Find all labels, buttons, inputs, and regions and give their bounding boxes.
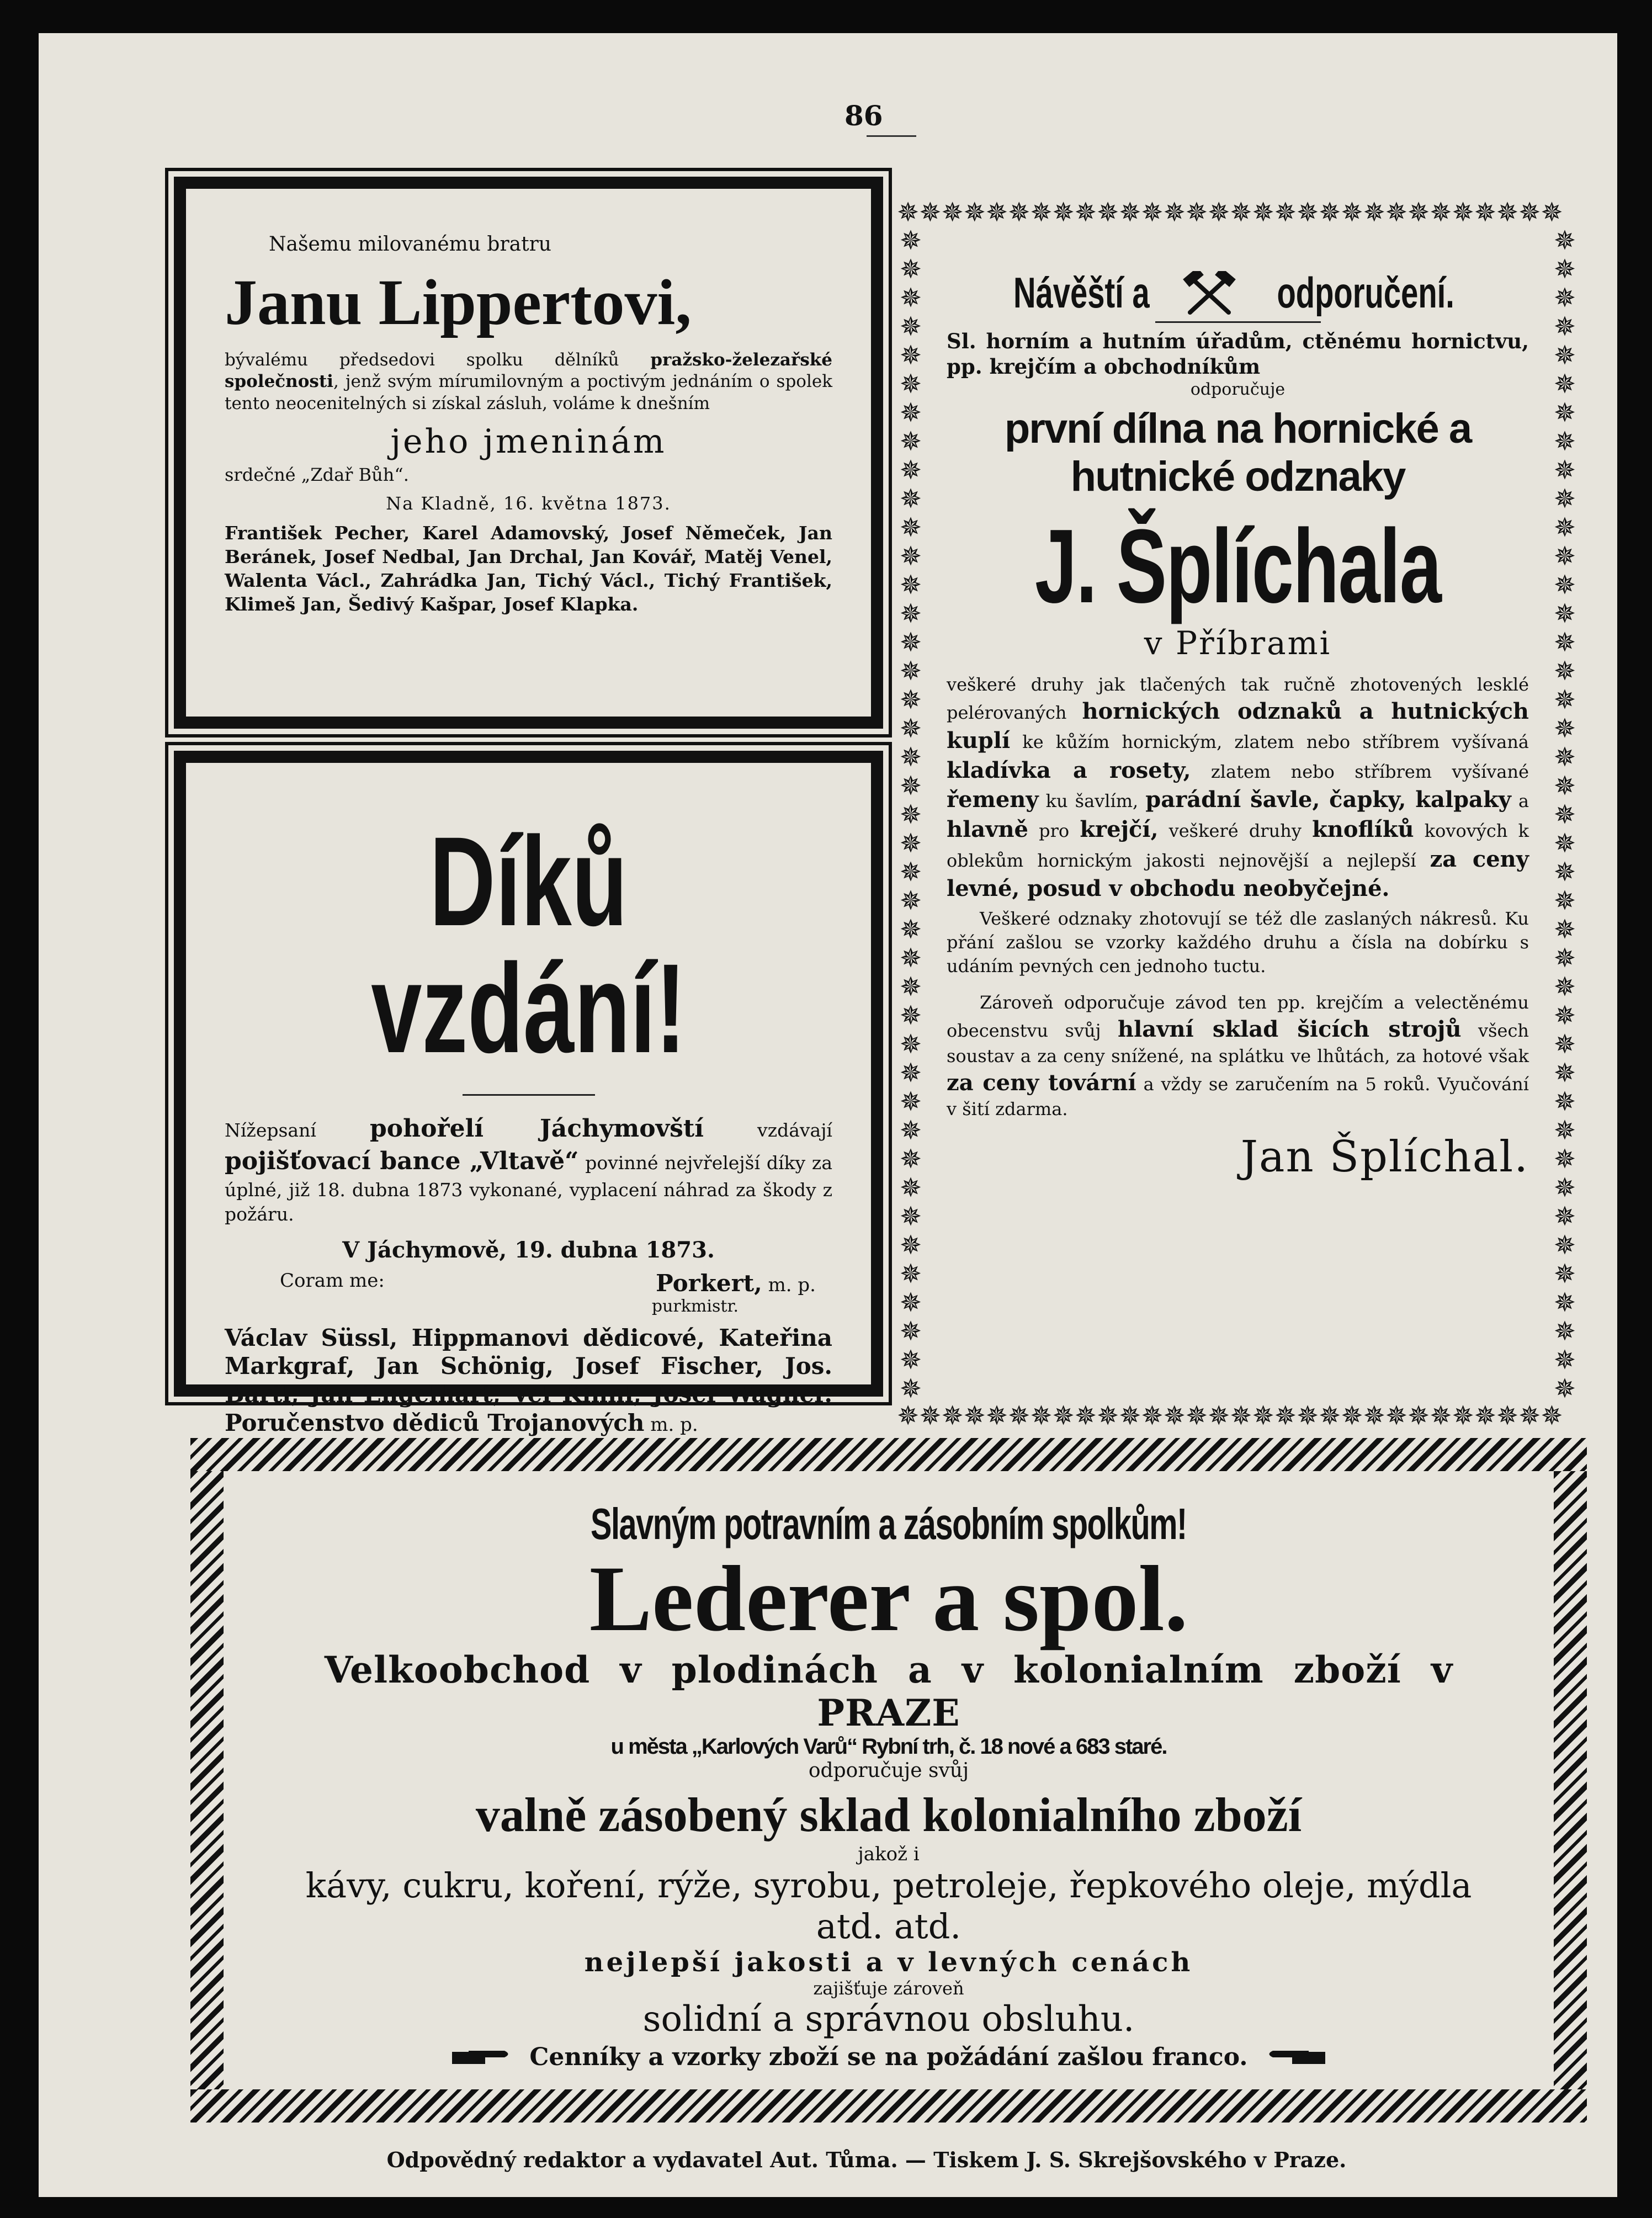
- page-number: 86: [844, 99, 883, 132]
- sewing-c: všech soustav a za ceny snížené, na splátku ve lhůtách, za hotové však: [947, 1020, 1529, 1066]
- braid-border-top: [190, 1438, 1587, 1471]
- place-date: Na Kladně, 16. května 1873.: [386, 492, 671, 514]
- products-b5: zlatem nebo stříbrem vyšívané: [1191, 761, 1529, 782]
- thanks-signatories: [225, 1324, 832, 1437]
- coram-label: Coram me:: [280, 1269, 385, 1292]
- sewing-e: a vždy se zaručením na 5 roků. Vyučování v šití zdarma.: [947, 1073, 1529, 1120]
- thanks-date: V Jáchymově, 19. dubna 1873.: [342, 1237, 715, 1263]
- ad-address: [268, 1499, 1510, 1550]
- signatories: František Pecher, Karel Adamovský, Josef Němeček, Jan Beránek, Josef Nedbal, Jan Drchal, Jan Kovář, Matěj Venel, Walenta Václ., Zahrádka Jan, Tichý Václ., Tichý František, Klimeš Jan, Šedivý Kašpar, Josef Klapka.: [225, 522, 832, 615]
- heading-left: Návěští a: [1013, 268, 1150, 317]
- braid-border-right: [1554, 1471, 1587, 2089]
- notice-text-c: , jenž svým mírumilovným a poctivým jednáním o spolek tento neocenitelných si získal zásluh, voláme k dnešním: [225, 372, 832, 413]
- heading-right: odporučení.: [1277, 268, 1454, 317]
- sewing-b: hlavní sklad šicích strojů: [1118, 1016, 1462, 1043]
- firm-name: [947, 508, 1529, 625]
- star-border-top: ✵✵✵✵✵✵✵✵✵✵✵✵✵✵✵✵✵✵✵✵✵✵✵✵✵✵✵✵✵✵: [897, 199, 1563, 226]
- separator: [463, 1094, 595, 1096]
- products-b8: parádní šavle, čapky, kalpaky: [1145, 787, 1511, 813]
- products-b2: hornických odznaků a hutnických kuplí: [947, 698, 1529, 754]
- workshop-line: první dílna na hornické a hutnické odznaky: [1004, 405, 1472, 500]
- products-b14: knoflíků: [1312, 816, 1414, 843]
- ad-heading: [947, 268, 1529, 318]
- products-b11: pro: [1028, 820, 1080, 842]
- coram-line: [225, 1270, 832, 1297]
- recommends-line: odporučuje svůj: [808, 1759, 969, 1782]
- thanks-title-text: Díků vzdání!: [371, 810, 686, 1079]
- lederer-ad: [190, 1438, 1587, 2123]
- addressees: Sl. horním a hutním úřadům, ctěnému hornictvu, pp. krejčím a obchodníkům: [947, 329, 1529, 379]
- thanks-t2: pohořelí Jáchymovští: [370, 1115, 704, 1143]
- newspaper-page: [39, 33, 1617, 2197]
- firm-city: v Příbrami: [1144, 624, 1332, 662]
- pointing-hand-left-icon: [1265, 2046, 1325, 2068]
- thanks-t5: povinné nejvřelejší díky za úplné, již 18. dubna 1873 vykonané, vyplacení náhrad za škody z požáru.: [225, 1152, 832, 1225]
- products-b15: kovových k oblekům hornickým jakosti nejnovější a nejlepší: [947, 820, 1529, 871]
- products-b16: za ceny levné, posud v obchodu neobyčejné.: [947, 846, 1529, 902]
- lippert-notice: [174, 177, 883, 729]
- salutation: Našemu milovanému bratru: [269, 233, 551, 256]
- sewing-text: [947, 991, 1529, 1121]
- thanks-notice: [174, 751, 883, 1436]
- crossed-hammers-icon: [1182, 271, 1237, 315]
- goods-list: kávy, cukru, koření, rýže, syrobu, petroleje, řepkového oleje, mýdla atd. atd.: [305, 1865, 1472, 1946]
- braid-border-bottom: [190, 2089, 1587, 2123]
- thanks-title: [225, 810, 832, 1079]
- greeting: srdečné „Zdař Bůh“.: [225, 464, 409, 485]
- products-b4: kladívka a rosety,: [947, 757, 1191, 783]
- thanks-t1: Nížepsaní: [225, 1119, 370, 1141]
- pricelist-line: [268, 2043, 1510, 2071]
- mayor-mp: m. p.: [768, 1274, 816, 1296]
- thanks-signatories-mp: m. p.: [644, 1413, 698, 1436]
- recommends: odporučuje: [1190, 379, 1286, 399]
- signature: Jan Šplíchal.: [1240, 1132, 1529, 1182]
- notice-text-a: bývalému předsedovi spolku dělníků: [225, 349, 651, 370]
- star-border-right: ✵✵✵✵✵✵✵✵✵✵✵✵✵✵✵✵✵✵✵✵✵✵✵✵✵✵✵✵✵✵✵✵✵✵✵✵✵✵✵✵✵: [1553, 226, 1576, 1402]
- notice-text: [225, 349, 832, 415]
- products-b6: řemeny: [947, 787, 1039, 813]
- society-name: pražsko-železařské společnosti: [225, 349, 832, 392]
- products-b1: veškeré druhy jak tlačených tak ručně zhotovených lesklé pelérovaných: [947, 673, 1529, 723]
- nameday-line: jeho jmeninám: [390, 422, 667, 461]
- thanks-t3: vzdávají: [703, 1119, 832, 1141]
- pricelist-text: Cenníky a vzorky zboží se na požádání zašlou franco.: [529, 2043, 1248, 2072]
- products-b13: veškeré druhy: [1158, 820, 1313, 842]
- firm-name-text: J. Šplíchala: [1034, 508, 1441, 625]
- products-b9: a: [1511, 790, 1529, 812]
- splichal-ad: [897, 199, 1579, 1430]
- business-line: Velkoobchod v plodinách a v kolonialním zboží v PRAZE: [324, 1648, 1453, 1734]
- insurance-bank: pojišťovací bance „Vltavě“: [225, 1147, 579, 1176]
- street-address: u města „Karlových Varů“ Rybní trh, č. 18 nové a 683 staré.: [610, 1734, 1167, 1759]
- ensures-line: zajišťuje zároveň: [813, 1978, 964, 1999]
- quality-line: nejlepší jakosti a v levných cenách: [584, 1947, 1193, 1978]
- thanks-text: [225, 1112, 832, 1227]
- products-b10: hlavně: [947, 816, 1028, 843]
- heading-rule: [1155, 321, 1321, 323]
- store-line: valně zásobený sklad kolonialního zboží: [475, 1788, 1302, 1842]
- star-border-bottom: ✵✵✵✵✵✵✵✵✵✵✵✵✵✵✵✵✵✵✵✵✵✵✵✵✵✵✵✵✵✵: [897, 1402, 1563, 1430]
- products-text: [947, 673, 1529, 904]
- imprint-footer: Odpovědný redaktor a vydavatel Aut. Tůma. — Tiskem J. S. Skrejšovského v Praze.: [386, 2147, 1347, 2172]
- sewing-a: Zároveň odporučuje závod ten pp. krejčím a velectěnému obecenstvu svůj: [947, 992, 1529, 1042]
- braid-border-left: [190, 1471, 224, 2089]
- products-b7: ku šavlím,: [1038, 790, 1146, 812]
- pointing-hand-right-icon: [452, 2046, 513, 2068]
- mayor-name: Porkert,: [656, 1269, 762, 1297]
- samples-text: Veškeré odznaky zhotovují se též dle zaslaných nákresů. Ku přání zašlou se vzorky každého druhu a čísla na dobírku s udáním pevných cen jednoho tuctu.: [947, 908, 1529, 977]
- page-number-rule: [867, 135, 916, 137]
- as-well-as: jakož i: [858, 1843, 920, 1865]
- service-line: solidní a správnou obsluhu.: [642, 1999, 1135, 2040]
- star-border-left: ✵✵✵✵✵✵✵✵✵✵✵✵✵✵✵✵✵✵✵✵✵✵✵✵✵✵✵✵✵✵✵✵✵✵✵✵✵✵✵✵✵: [899, 226, 922, 1402]
- mayor-title: purkmistr.: [651, 1296, 739, 1316]
- honoree-name: Janu Lippertovi,: [225, 266, 692, 338]
- sewing-d: za ceny tovární: [947, 1069, 1136, 1096]
- ad-address-text: Slavným potravním a zásobním spolkům!: [591, 1499, 1187, 1548]
- company-name: Lederer a spol.: [589, 1547, 1188, 1651]
- products-b3: ke kůžím hornickým, zlatem nebo stříbrem vyšívaná: [1010, 731, 1529, 753]
- thanks-signatories-text: Václav Süssl, Hippmanovi dědicové, Kateřina Markgraf, Jan Schönig, Josef Fischer, Jos. Bartl, Jan Engelhart, Vel Kinnl, Josef Wagner. Poručenstvo dědiců Trojanových: [225, 1324, 832, 1436]
- products-b12: krejčí,: [1080, 816, 1159, 843]
